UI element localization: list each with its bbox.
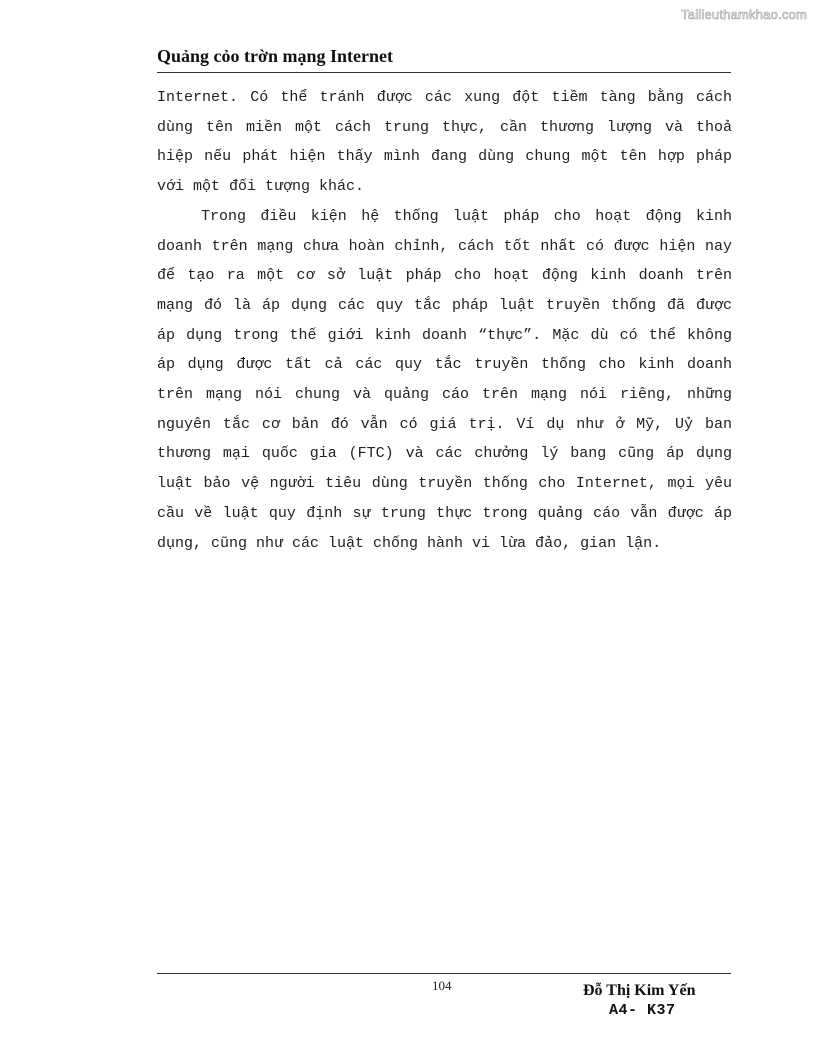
watermark: Tailieuthamkhao.com [681,7,807,22]
author-name: Đỗ Thị Kim Yến [583,982,696,999]
document-body [157,83,732,558]
page-number: 104 [432,978,452,993]
page-header [157,44,731,73]
author-class: A4- K37 [609,1002,676,1019]
header-title: Quảng cỏo trờn mạng Internet [157,46,393,66]
paragraph: Trong điều kiện hệ thống luật pháp cho hoạt động kinh doanh trên mạng chưa hoàn chỉnh, cách tốt nhất có được hiện nay để tạo ra một cơ sở luật pháp cho hoạt động kinh doanh trên mạng đó là áp dụng các quy tắc pháp luật truyền thống đã được áp dụng trong thế giới kinh doanh “thực”. Mặc dù có thể không áp dụng được tất cả các quy tắc truyền thống cho kinh doanh trên mạng nói chung và quảng cáo trên mạng nói riêng, những nguyên tắc cơ bản đó vẫn có giá trị. Ví dụ như ở Mỹ, Uỷ ban thương mại quốc gia (FTC) và các chưởng lý bang cũng áp dụng luật bảo vệ người tiêu dùng truyền thống cho Internet, mọi yêu cầu về luật quy định sự trung thực trong quảng cáo vẫn được áp dụng, cũng như các luật chống hành vi lừa đảo, gian lận. [157,207,732,552]
page-footer [157,973,731,1034]
paragraph-continuation: Internet. Có thể tránh được các xung đột tiềm tàng bằng cách dùng tên miền một cách trung thực, cần thương lượng và thoả hiệp nếu phát hiện thấy mình đang dùng chung một tên hợp pháp với một đối tượng khác. [157,89,732,196]
